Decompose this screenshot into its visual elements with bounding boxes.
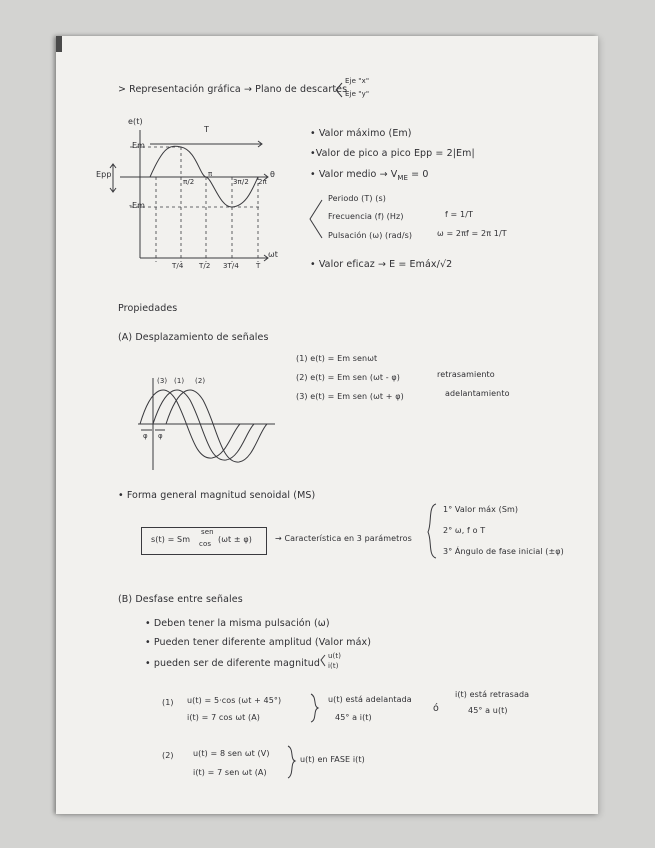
three-pi-half-label: 3π/2 <box>233 178 249 186</box>
peak-to-peak-text: •Valor de pico a pico Epp = 2|Em| <box>310 148 475 159</box>
magnitude-u: u(t) <box>328 652 342 660</box>
shift-eq-1: (1) e(t) = Em senωt <box>296 354 378 363</box>
t-label: T <box>256 262 261 270</box>
frequency-formula: f = 1/T <box>445 210 473 219</box>
section-b-heading: (B) Desfase entre señales <box>118 594 243 605</box>
eje-y-label: Eje "y" <box>345 90 370 98</box>
example-1-result-1: u(t) está adelantada <box>328 695 412 704</box>
pulsation-formula: ω = 2πf = 2π 1/T <box>437 229 507 238</box>
param-3: 3° Ángulo de fase inicial (±φ) <box>443 547 564 556</box>
general-form-heading: • Forma general magnitud senoidal (MS) <box>118 490 316 501</box>
epp-label: Epp <box>96 170 112 179</box>
period-label: T <box>204 125 209 134</box>
eje-x-label: Eje "x" <box>345 77 370 85</box>
example-1-or: ó <box>433 703 439 714</box>
param-2: 2° ω, f o T <box>443 526 486 535</box>
max-value-text: • Valor máximo (Em) <box>310 128 412 139</box>
e-axis-label: e(t) <box>128 117 143 126</box>
title-text: > Representación gráfica → Plano de descartes <box>118 84 348 95</box>
properties-heading: Propiedades <box>118 303 178 314</box>
neg-em-label: -Em <box>129 201 146 210</box>
t-half-label: T/2 <box>199 262 211 270</box>
rms-text: • Valor eficaz → E = Emáx/√2 <box>310 259 453 270</box>
example-1-i: i(t) = 7 cos ωt (A) <box>187 713 261 722</box>
signal-2-label: (2) <box>195 377 206 385</box>
param-1: 1° Valor máx (Sm) <box>443 505 519 514</box>
phi-right-label: φ <box>158 432 163 440</box>
t-quarter-label: T/4 <box>172 262 184 270</box>
formula-right: (ωt ± φ) <box>218 535 252 544</box>
pulsation-text: Pulsación (ω) (rad/s) <box>328 231 413 240</box>
frequency-text: Frecuencia (f) (Hz) <box>328 212 404 221</box>
theta-label: θ <box>270 170 275 179</box>
shift-eq-2: (2) e(t) = Em sen (ωt - φ) <box>296 373 400 382</box>
formula-cos: cos <box>199 540 212 548</box>
example-1-result-2: 45° a i(t) <box>335 713 372 722</box>
phi-left-label: φ <box>143 432 148 440</box>
section-a-heading: (A) Desplazamiento de señales <box>118 332 269 343</box>
em-label: Em <box>132 141 146 150</box>
example-2-i: i(t) = 7 sen ωt (A) <box>193 768 267 777</box>
shift-eq-3-note: adelantamiento <box>445 389 510 398</box>
wt-label: ωt <box>268 250 279 259</box>
example-1-u: u(t) = 5·cos (ωt + 45°) <box>187 696 282 705</box>
period-text: Periodo (T) (s) <box>328 194 386 203</box>
characteristic-text: → Característica en 3 parámetros <box>275 534 412 543</box>
example-2-result: u(t) en FASE i(t) <box>300 755 365 764</box>
bullet-2: • Pueden tener diferente amplitud (Valor máx) <box>145 637 372 648</box>
example-2-u: u(t) = 8 sen ωt (V) <box>193 749 270 758</box>
mean-value-text: • Valor medio → $V_{ME} = 0$ <box>310 169 429 182</box>
formula-left: s(t) = Sm <box>151 535 191 544</box>
signal-3-label: (3) <box>157 377 168 385</box>
pi-label: π <box>208 170 213 178</box>
shift-eq-2-note: retrasamiento <box>437 370 495 379</box>
t-three-quarter-label: 3T/4 <box>223 262 239 270</box>
shift-eq-3: (3) e(t) = Em sen (ωt + φ) <box>296 392 404 401</box>
bullet-3: • pueden ser de diferente magnitud <box>145 658 321 669</box>
example-1-label: (1) <box>162 698 174 707</box>
signal-1-label: (1) <box>174 377 185 385</box>
formula-sen: sen <box>201 528 214 536</box>
example-2-label: (2) <box>162 751 174 760</box>
example-1-result-4: 45° a u(t) <box>468 706 508 715</box>
pi-half-label: π/2 <box>183 178 195 186</box>
bullet-1: • Deben tener la misma pulsación (ω) <box>145 618 330 629</box>
example-1-result-3: i(t) está retrasada <box>455 690 530 699</box>
magnitude-i: i(t) <box>328 662 339 670</box>
two-pi-label: 2π <box>258 178 267 186</box>
